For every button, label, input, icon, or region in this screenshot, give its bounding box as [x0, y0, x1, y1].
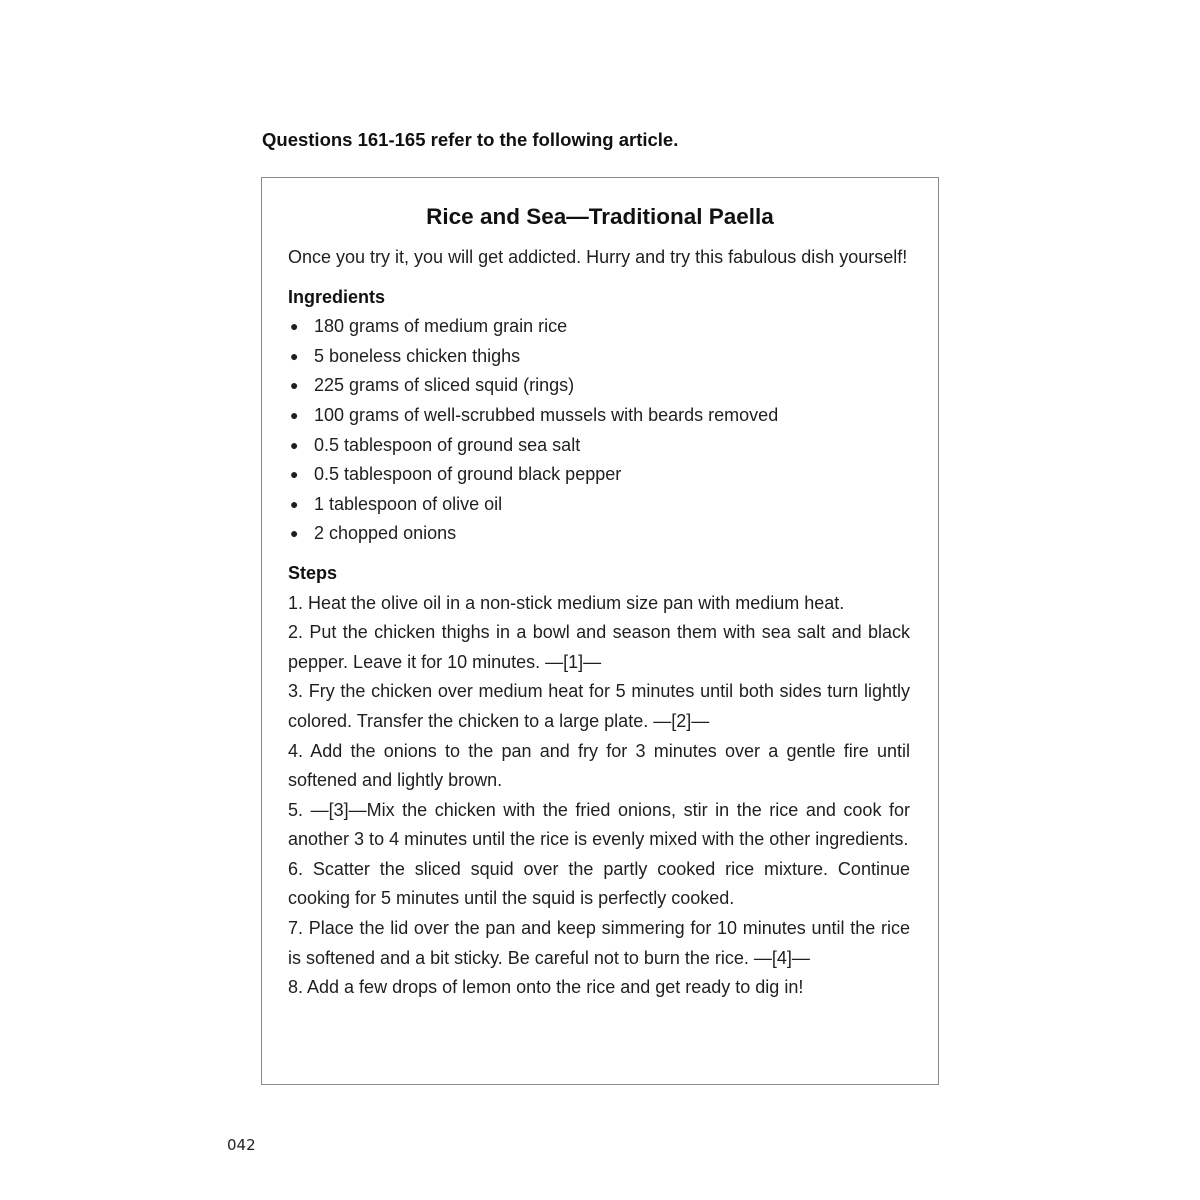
- article-title: Rice and Sea—Traditional Paella: [426, 204, 774, 229]
- ingredient-text: 180 grams of medium grain rice: [314, 316, 568, 337]
- bullet-icon: ●: [290, 436, 299, 453]
- article-body: [288, 243, 910, 1003]
- ingredient-text: 0.5 tablespoon of ground sea salt: [314, 434, 581, 455]
- ingredient-item: [288, 460, 910, 490]
- step-item: 2. Put the chicken thighs in a bowl and season them with sea salt and black pepper. Leave it for 10 minutes. —[1]—: [288, 622, 910, 672]
- bullet-icon: ●: [290, 377, 299, 394]
- ingredient-item: [288, 431, 910, 461]
- ingredient-item: [288, 371, 910, 401]
- bullet-icon: ●: [290, 495, 299, 512]
- ingredient-item: [288, 490, 910, 520]
- ingredient-text: 1 tablespoon of olive oil: [314, 493, 503, 514]
- ingredient-item: [288, 312, 910, 342]
- ingredient-item: [288, 401, 910, 431]
- bullet-icon: ●: [290, 525, 299, 542]
- ingredient-text: 2 chopped onions: [314, 523, 457, 544]
- step-item: 8. Add a few drops of lemon onto the rice and get ready to dig in!: [288, 977, 804, 998]
- ingredients-list: [288, 312, 910, 549]
- ingredient-text: 5 boneless chicken thighs: [314, 345, 521, 366]
- step-item: 5. —[3]—Mix the chicken with the fried onions, stir in the rice and cook for another 3 to 4 minutes until the rice is evenly mixed with the other ingredients.: [288, 799, 910, 850]
- bullet-icon: ●: [290, 318, 299, 335]
- step-item: 1. Heat the olive oil in a non-stick medium size pan with medium heat.: [288, 592, 845, 613]
- ingredient-text: 100 grams of well-scrubbed mussels with beards removed: [314, 404, 779, 425]
- article-lead: Once you try it, you will get addicted. Hurry and try this fabulous dish yourself!: [288, 247, 908, 267]
- step-item: 7. Place the lid over the pan and keep simmering for 10 minutes until the rice is softened and a bit sticky. Be careful not to burn the rice. —[4]—: [288, 918, 910, 968]
- ingredient-text: 0.5 tablespoon of ground black pepper: [314, 464, 622, 485]
- steps-heading: Steps: [288, 562, 338, 583]
- ingredient-text: 225 grams of sliced squid (rings): [314, 375, 575, 396]
- bullet-icon: ●: [290, 466, 299, 483]
- steps-list: [288, 589, 910, 1003]
- bullet-icon: ●: [290, 406, 299, 423]
- step-item: 6. Scatter the sliced squid over the partly cooked rice mixture. Continue cooking for 5 minutes until the squid is perfectly cooked.: [288, 858, 910, 909]
- ingredient-item: [288, 519, 910, 549]
- ingredient-item: [288, 342, 910, 372]
- step-item: 3. Fry the chicken over medium heat for 5 minutes until both sides turn lightly colored. Transfer the chicken to a large plate. —[2]—: [288, 681, 910, 731]
- page-number: 042: [227, 1136, 256, 1154]
- question-intro: Questions 161-165 refer to the following article.: [262, 129, 679, 150]
- step-item: 4. Add the onions to the pan and fry for 3 minutes over a gentle fire until softened and lightly brown.: [288, 740, 910, 791]
- ingredients-heading: Ingredients: [288, 286, 386, 307]
- bullet-icon: ●: [290, 347, 299, 364]
